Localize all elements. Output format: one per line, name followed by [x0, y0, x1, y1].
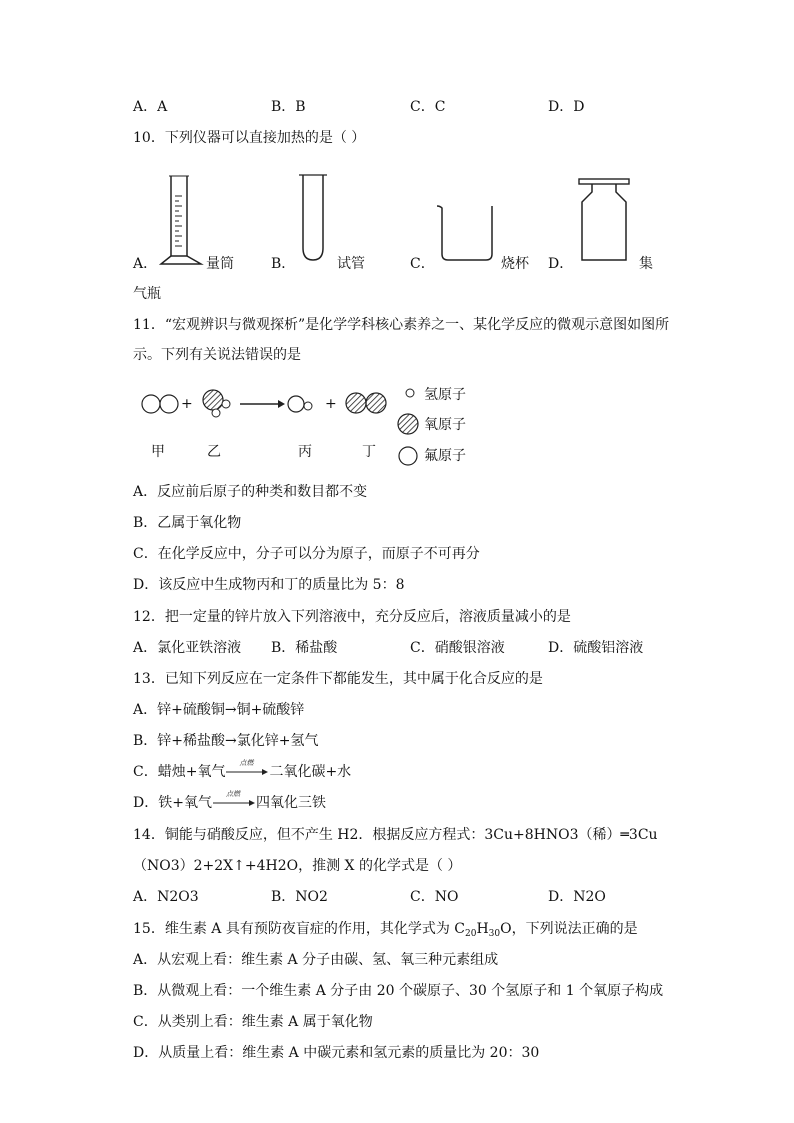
q11-stem-line2: 示。下列有关说法错误的是 [133, 347, 301, 363]
graduated-cylinder-image [155, 172, 205, 270]
oxygen-atom-icon [203, 390, 223, 410]
q13-stem: 13．已知下列反应在一定条件下都能发生，其中属于化合反应的是 [133, 671, 543, 687]
condition-label: 点燃 [225, 790, 240, 798]
condition-arrow-icon [225, 759, 269, 779]
carbon-subscript: 20 [465, 929, 477, 939]
fluorine-legend-icon [399, 447, 417, 465]
label-ding: 丁 [362, 444, 376, 460]
q14-stem-line2: （NO3）2+2X↑+4H2O，推测 X 的化学式是（ ） [133, 858, 462, 874]
legend-fluorine-label: 氟原子 [424, 448, 466, 464]
legend-oxygen-label: 氧原子 [424, 417, 466, 433]
q10-option-a-name: 量筒 [206, 256, 234, 272]
q14-option-d: D．N2O [548, 889, 606, 905]
q11-option-a: A．反应前后原子的种类和数目都不变 [133, 484, 368, 500]
q9-option-c: C．C [410, 99, 446, 115]
q15-stem-post: O，下列说法正确的是 [500, 921, 638, 937]
q13-option-d [133, 790, 326, 813]
hydrogen-legend-icon [406, 389, 414, 397]
q11-option-b: B．乙属于氧化物 [133, 515, 242, 531]
q14-option-c: C．NO [410, 889, 459, 905]
q11-stem-line1: 11．“宏观辨识与微观探析”是化学学科核心素养之一、某化学反应的微观示意图如图所 [133, 317, 670, 333]
q15-option-a: A．从宏观上看：维生素 A 分子由碳、氢、氧三种元素组成 [133, 952, 499, 968]
hydrogen-atom-icon [212, 409, 220, 417]
reaction-plus-2: + [325, 396, 337, 412]
q12-option-d: D．硫酸铝溶液 [548, 640, 644, 656]
oxygen-legend-icon [398, 414, 418, 434]
condition-label: 点燃 [239, 759, 254, 767]
q11-option-d: D．该反应中生成物丙和丁的质量比为 5：8 [133, 577, 405, 593]
q13-option-c-products: 二氧化碳+水 [269, 764, 352, 780]
condition-arrow-icon [212, 790, 256, 810]
q10-option-a-letter: A． [133, 256, 158, 272]
hydrogen-atom-icon [304, 402, 312, 410]
legend-icons [396, 410, 420, 470]
q15-option-d: D．从质量上看：维生素 A 中碳元素和氢元素的质量比为 20：30 [133, 1045, 540, 1061]
q15-option-b: B．从微观上看：一个维生素 A 分子由 20 个碳原子、30 个氢原子和 1 个氧原子构成 [133, 983, 664, 999]
reaction-plus-1: + [181, 396, 193, 412]
q10-option-d-name: 集 [639, 256, 653, 272]
q10-option-b-name: 试管 [337, 256, 365, 272]
fluorine-atom-icon [160, 395, 178, 413]
q14-option-a: A．N2O3 [133, 889, 199, 905]
q12-option-b: B．稀盐酸 [271, 640, 338, 656]
q15-option-c: C．从类别上看：维生素 A 属于氧化物 [133, 1014, 373, 1030]
q13-option-c-reactants: C．蜡烛+氧气 [133, 764, 226, 780]
q10-option-d-wrap: 气瓶 [133, 286, 161, 302]
q10-option-c-letter: C． [410, 256, 435, 272]
q9-option-b: B．B [271, 99, 306, 115]
q15-stem-pre: 15．维生素 A 具有预防夜盲症的作用，其化学式为 C [133, 921, 465, 937]
oxygen-atom-icon [346, 393, 366, 413]
q10-option-b-letter: B． [271, 256, 296, 272]
q13-option-a: A．锌+硫酸铜→铜+硫酸锌 [133, 702, 305, 718]
q14-option-b: B．NO2 [271, 889, 328, 905]
q10-option-d-letter: D． [548, 256, 574, 272]
hydrogen-atom-icon [222, 400, 230, 408]
q13-option-d-products: 四氧化三铁 [255, 795, 326, 811]
q13-option-b: B．锌+稀盐酸→氯化锌+氢气 [133, 733, 319, 749]
fluorine-atom-icon [142, 395, 160, 413]
q15-stem [133, 919, 638, 944]
label-yi: 乙 [207, 444, 221, 460]
q13-option-c [133, 759, 352, 782]
label-jia: 甲 [151, 444, 165, 460]
beaker-image [434, 200, 498, 264]
q12-stem: 12．把一定量的锌片放入下列溶液中，充分反应后，溶液质量减小的是 [133, 609, 571, 625]
q12-option-a: A．氯化亚铁溶液 [133, 640, 242, 656]
q9-option-a: A．A [133, 99, 168, 115]
fluorine-atom-icon [288, 396, 304, 412]
test-tube-image [295, 172, 331, 264]
q14-stem-line1: 14．铜能与硝酸反应，但不产生 H2．根据反应方程式：3Cu+8HNO3（稀）═3Cu [133, 827, 658, 843]
legend-hydrogen-label: 氢原子 [424, 387, 466, 403]
q13-option-d-reactants: D．铁+氧气 [133, 795, 212, 811]
oxygen-atom-icon [366, 393, 386, 413]
q9-option-d: D．D [548, 99, 585, 115]
label-bing: 丙 [298, 444, 312, 460]
q10-stem: 10．下列仪器可以直接加热的是（ ） [133, 130, 366, 146]
hydrogen-subscript: 30 [488, 929, 501, 939]
q12-option-c: C．硝酸银溶液 [410, 640, 505, 656]
gas-bottle-image [576, 176, 632, 266]
q10-option-c-name: 烧杯 [501, 256, 529, 272]
q11-option-c: C．在化学反应中，分子可以分为原子，而原子不可再分 [133, 546, 480, 562]
hydrogen-symbol: H [476, 921, 489, 937]
